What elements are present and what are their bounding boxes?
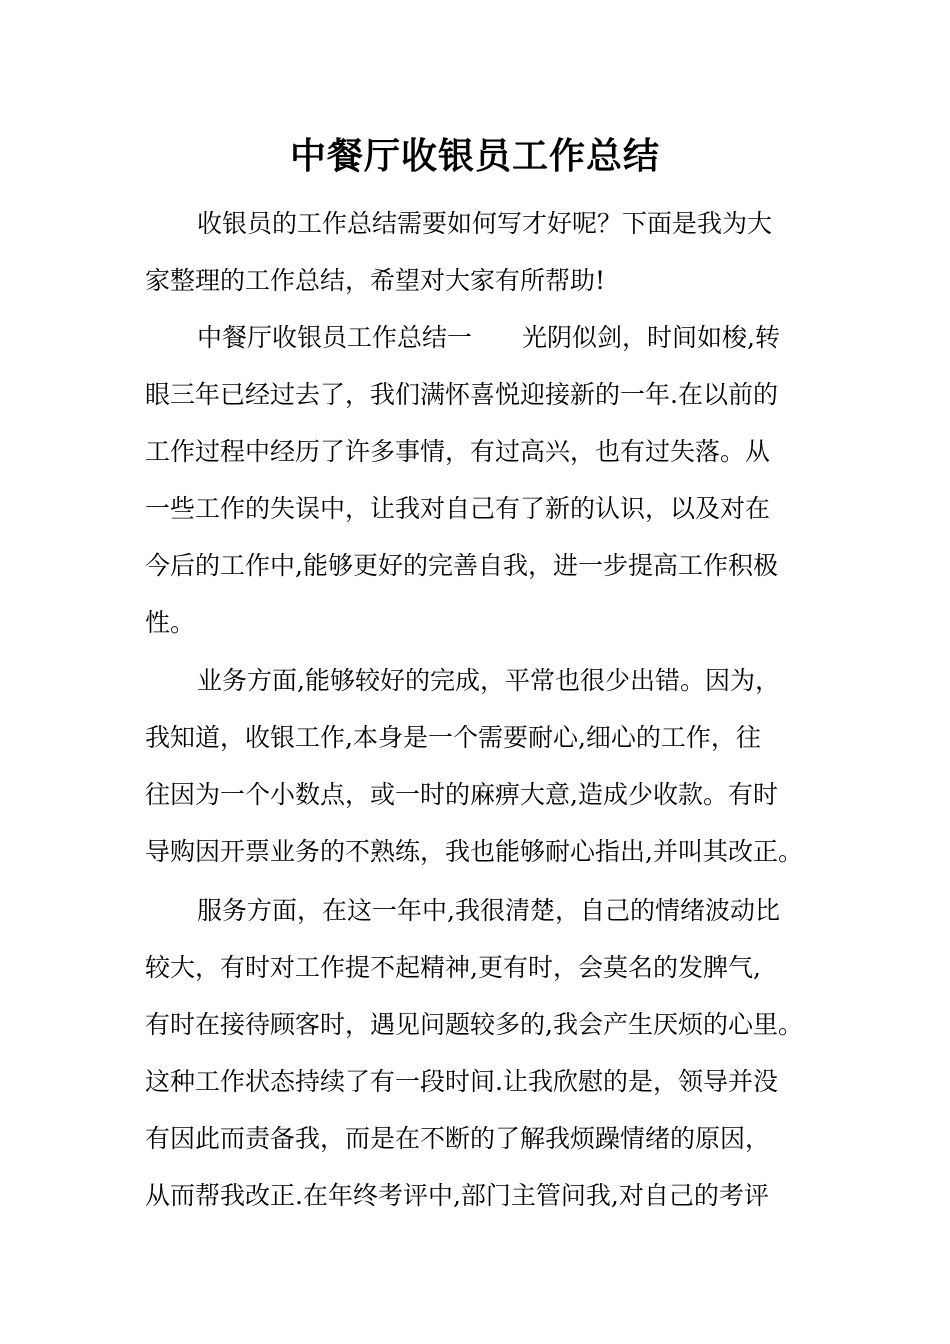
paragraph-line: 这种工作状态持续了有一段时间.让我欣慰的是，领导并没 — [145, 1067, 778, 1096]
paragraph-line: 往因为一个小数点，或一时的麻痹大意,造成少收款。有时 — [145, 780, 778, 809]
paragraph-line: 服务方面，在这一年中,我很清楚，自己的情绪波动比 — [197, 896, 780, 925]
paragraph-line: 中餐厅收银员工作总结一 光阴似剑，时间如梭,转 — [197, 323, 780, 352]
paragraph-line: 从而帮我改正.在年终考评中,部门主管问我,对自己的考评 — [145, 1181, 769, 1210]
paragraph-line: 眼三年已经过去了，我们满怀喜悦迎接新的一年.在以前的 — [145, 380, 778, 409]
paragraph-line: 有因此而责备我，而是在不断的了解我烦躁情绪的原因， — [145, 1124, 771, 1153]
paragraph-line: 今后的工作中,能够更好的完善自我，进一步提高工作积极 — [145, 551, 778, 580]
paragraph-line: 较大，有时对工作提不起精神,更有时，会莫名的发脾气, — [145, 953, 761, 982]
paragraph-line: 导购因开票业务的不熟练，我也能够耐心指出,并叫其改正。 — [145, 837, 803, 866]
paragraph-line: 有时在接待顾客时，遇见问题较多的,我会产生厌烦的心里。 — [145, 1010, 803, 1039]
paragraph-line: 我知道，收银工作,本身是一个需要耐心,细心的工作，往 — [145, 723, 761, 752]
paragraph-line: 家整理的工作总结，希望对大家有所帮助! — [145, 266, 606, 295]
paragraph-line: 业务方面,能够较好的完成，平常也很少出错。因为， — [197, 666, 780, 695]
paragraph-line: 一些工作的失误中，让我对自己有了新的认识，以及对在 — [145, 494, 771, 523]
paragraph-line: 性。 — [145, 608, 196, 637]
paragraph-line: 工作过程中经历了许多事情，有过高兴，也有过失落。从 — [145, 437, 771, 466]
document-title: 中餐厅收银员工作总结 — [289, 135, 660, 177]
paragraph-line: 收银员的工作总结需要如何写才好呢？下面是我为大 — [197, 209, 773, 238]
